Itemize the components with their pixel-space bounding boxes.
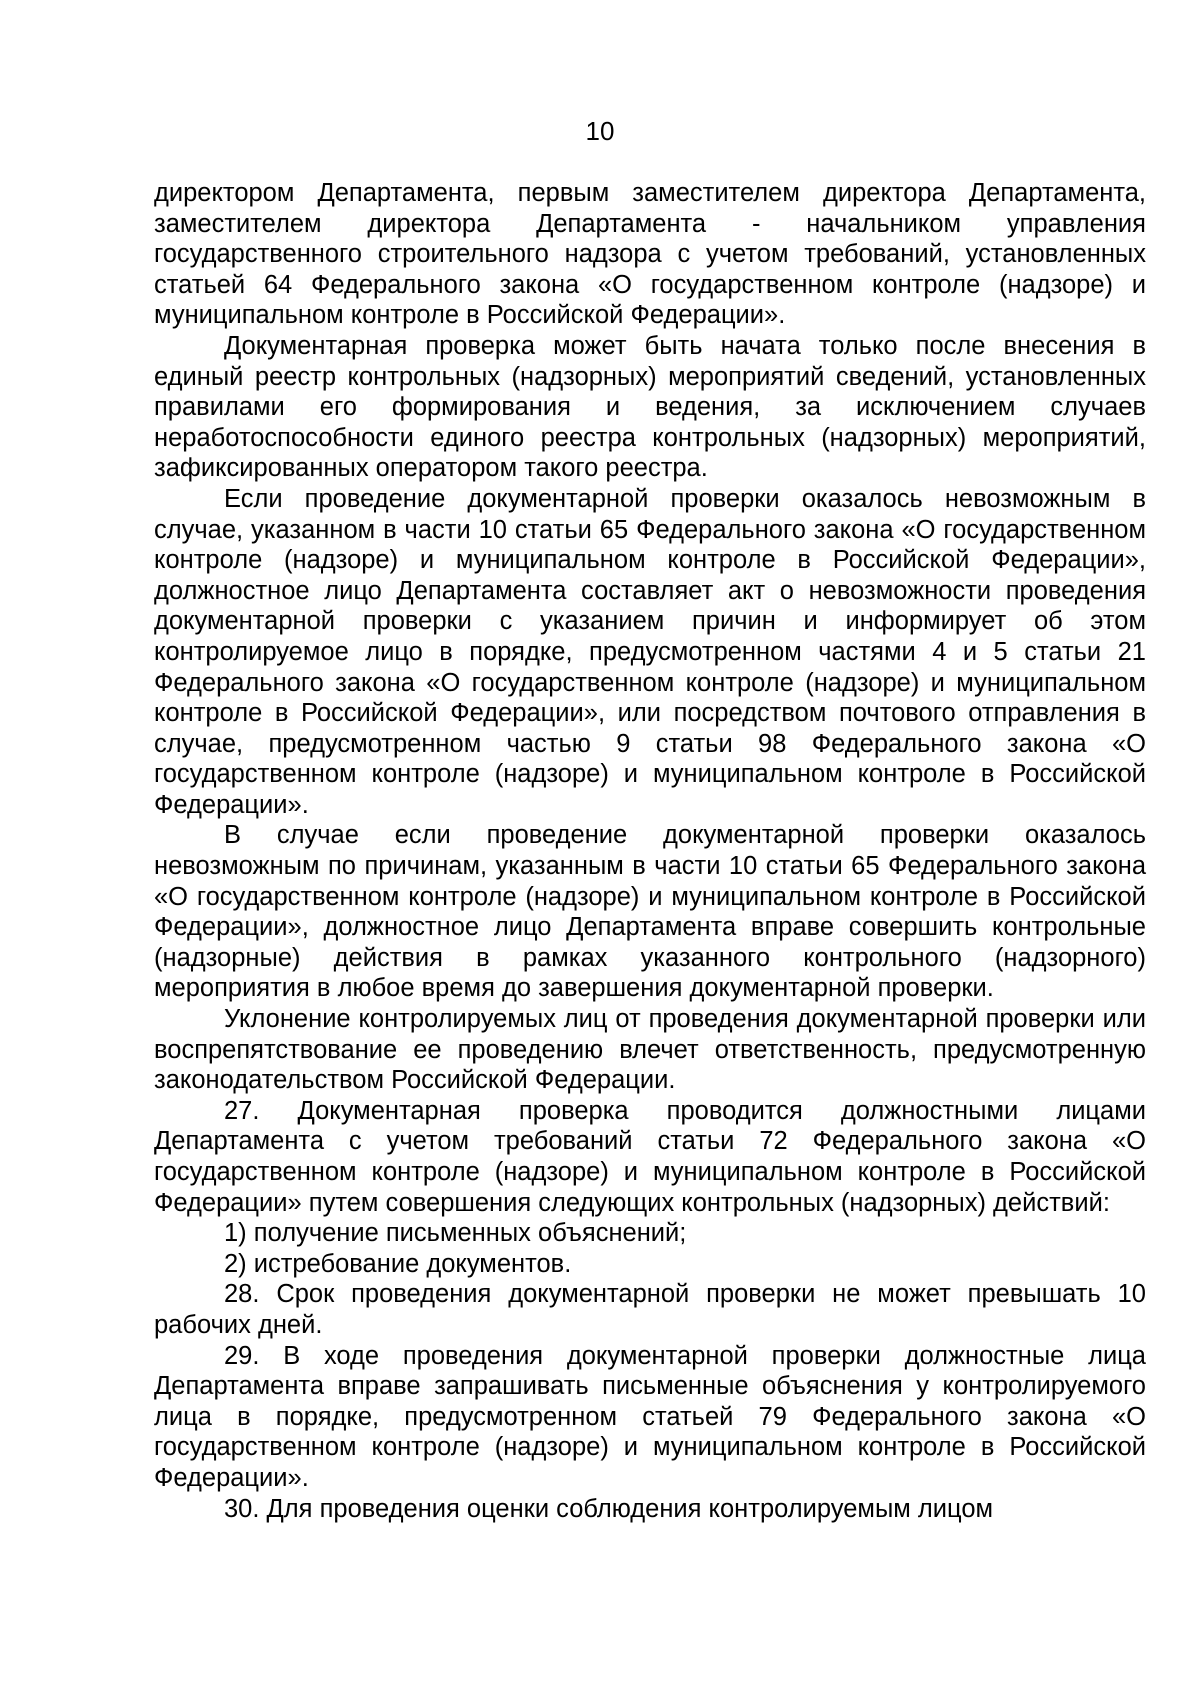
- list-item: 2) истребование документов.: [224, 1249, 572, 1278]
- paragraph: директором Департамента, первым заместителем директора Департамента, заместителем директора Департамента - начальником управления государственного строительного надзора с учетом требований, установленных статьей 64 Федерального закона «О государственном контроле (надзоре) и муниципальном контроле в Российской Федерации».: [154, 179, 1146, 330]
- paragraph: В случае если проведение документарной проверки оказалось невозможным по причинам, указанным в части 10 статьи 65 Федерального закона «О государственном контроле (надзоре) и муниципальном контроле в Российской Федерации», должностное лицо Департамента вправе совершить контрольные (надзорные) действия в рамках указанного контрольного (надзорного) мероприятия в любое время до завершения документарной проверки.: [154, 821, 1146, 1003]
- clause-28: 28. Срок проведения документарной проверки не может превышать 10 рабочих дней.: [154, 1280, 1146, 1339]
- paragraph: Документарная проверка может быть начата только после внесения в единый реестр контрольных (надзорных) мероприятий сведений, установленных правилами его формирования и ведения, за исключением случаев неработоспособности единого реестра контрольных (надзорных) мероприятий, зафиксированных оператором такого реестра.: [154, 331, 1146, 483]
- document-body: [154, 178, 1146, 1524]
- paragraph: Уклонение контролируемых лиц от проведения документарной проверки или воспрепятствование ее проведению влечет ответственность, предусмотренную законодательством Российской Федерации.: [154, 1005, 1146, 1095]
- paragraph: Если проведение документарной проверки оказалось невозможным в случае, указанном в части 10 статьи 65 Федерального закона «О государственном контроле (надзоре) и муниципальном контроле в Российской Федерации», должностное лицо Департамента составляет акт о невозможности проведения документарной проверки с указанием причин и информирует об этом контролируемое лицо в порядке, предусмотренном частями 4 и 5 статьи 21 Федерального закона «О государственном контроле (надзоре) и муниципальном контроле в Российской Федерации», или посредством почтового отправления в случае, предусмотренном частью 9 статьи 98 Федерального закона «О государственном контроле (надзоре) и муниципальном контроле в Российской Федерации».: [154, 484, 1146, 819]
- list-item: 1) получение письменных объяснений;: [224, 1219, 687, 1248]
- clause-30: 30. Для проведения оценки соблюдения контролируемым лицом: [224, 1494, 994, 1523]
- page-number: 10: [585, 116, 615, 146]
- clause-27: 27. Документарная проверка проводится должностными лицами Департамента с учетом требований статьи 72 Федерального закона «О государственном контроле (надзоре) и муниципальном контроле в Российской Федерации» путем совершения следующих контрольных (надзорных) действий:: [154, 1096, 1146, 1217]
- clause-29: 29. В ходе проведения документарной проверки должностные лица Департамента вправе запрашивать письменные объяснения у контролируемого лица в порядке, предусмотренном статьей 79 Федерального закона «О государственном контроле (надзоре) и муниципальном контроле в Российской Федерации».: [154, 1341, 1146, 1492]
